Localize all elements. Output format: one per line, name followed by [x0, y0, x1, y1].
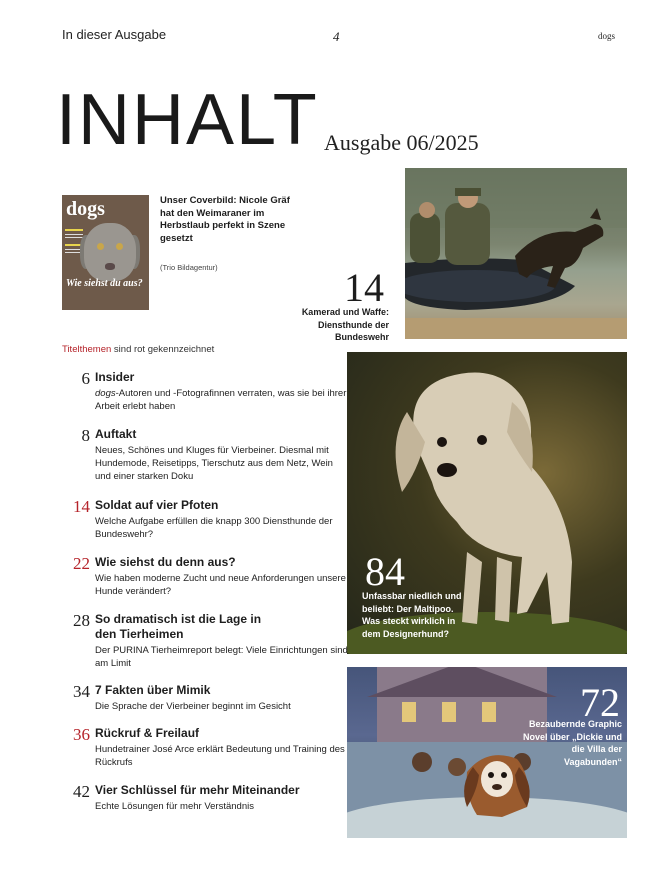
toc-title: Insider: [95, 370, 135, 384]
brand-label: dogs: [598, 31, 616, 41]
toc-description-text: -Autoren und -Fotografinnen verraten, was sie bei ihrer Arbeit erlebt haben: [95, 388, 347, 412]
issue-label: Ausgabe 06/2025: [324, 130, 479, 155]
feature-image-soldiers[interactable]: [405, 168, 627, 339]
cover-dog-head: [84, 223, 136, 281]
section-label: In dieser Ausgabe: [62, 27, 167, 42]
page-title: INHALT: [56, 80, 319, 160]
toc-page: 8: [81, 426, 90, 445]
feature-page-number: 84: [365, 549, 405, 594]
toc-page: 22: [73, 554, 90, 573]
toc-description: Hundetrainer José Arce erklärt Bedeutung und Training des Rückrufs: [95, 744, 345, 768]
cover-brand: dogs: [66, 198, 105, 220]
feature-caption: Bezaubernde Graphic Novel über „Dickie und die Villa der Vagabunden“: [522, 719, 622, 767]
feature-caption: Unfassbar niedlich und beliebt: Der Maltipoo. Was steckt wirklich in dem Designerhund?: [362, 591, 462, 639]
cover-caption: Unser Coverbild: Nicole Gräf hat den Weimaraner im Herbstlaub perfekt in Szene gesetzt: [160, 195, 290, 244]
legend-note: [62, 344, 214, 355]
toc-page: 36: [73, 725, 90, 744]
toc-title: 7 Fakten über Mimik: [95, 683, 211, 697]
toc-description: Welche Aufgabe erfüllen die knapp 300 Diensthunde der Bundeswehr?: [95, 516, 333, 540]
toc-title: Soldat auf vier Pfoten: [95, 498, 219, 512]
legend-highlight: Titelthemen: [62, 344, 112, 355]
toc-page: 34: [73, 682, 90, 701]
cover-image[interactable]: [62, 195, 149, 310]
legend-text: sind rot gekennzeichnet: [111, 344, 215, 355]
toc-page: 28: [73, 611, 90, 630]
feature-caption: Kamerad und Waffe: Diensthunde der Bundeswehr: [301, 307, 389, 342]
toc-page: 42: [73, 782, 90, 801]
feature-page-number: 72: [580, 680, 620, 725]
toc-description: [95, 387, 350, 413]
toc-description: Die Sprache der Vierbeiner beginnt im Gesicht: [95, 701, 291, 712]
toc-title: Auftakt: [95, 427, 137, 441]
cover-title: Wie siehst du aus?: [66, 278, 143, 289]
toc-description: Der PURINA Tierheimreport belegt: Viele Einrichtungen sind am Limit: [95, 645, 348, 669]
toc-description: Wie haben moderne Zucht und neue Anforderungen unsere Hunde verändert?: [95, 573, 346, 597]
toc-title: So dramatisch ist die Lage in den Tierheimen: [95, 612, 262, 641]
cover-credit: (Trio Bildagentur): [160, 263, 218, 272]
feature-page-number: 14: [344, 265, 384, 310]
toc-description: Echte Lösungen für mehr Verständnis: [95, 801, 254, 812]
toc-description-em: dogs: [95, 388, 116, 399]
toc-title: Vier Schlüssel für mehr Miteinander: [95, 783, 300, 797]
toc-title: Wie siehst du denn aus?: [95, 555, 236, 569]
toc-page: 14: [73, 497, 90, 516]
toc-page: 6: [81, 369, 90, 388]
page-number: 4: [333, 29, 340, 44]
toc-description: Neues, Schönes und Kluges für Vierbeiner. Diesmal mit Hundemode, Reisetipps, Tierschutz aus dem Netz, Wein und einer starken Doku: [95, 445, 333, 482]
toc-title: Rückruf & Freilauf: [95, 726, 200, 740]
